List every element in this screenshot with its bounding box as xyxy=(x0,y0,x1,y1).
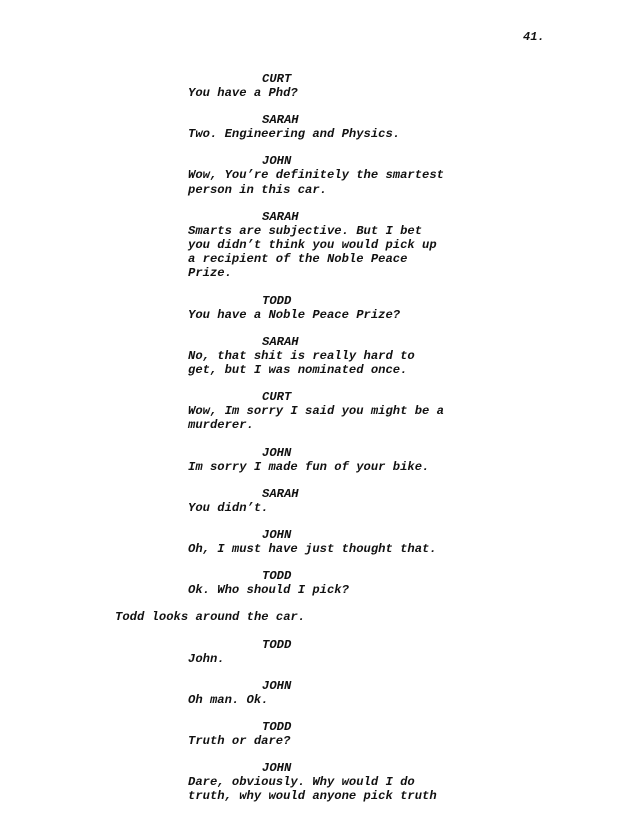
dialogue-line: Im sorry I made fun of your bike. xyxy=(188,459,430,474)
character-name: CURT xyxy=(262,390,292,405)
dialogue-line: No, that shit is really hard to xyxy=(188,348,415,363)
dialogue-line: person in this car. xyxy=(188,182,327,197)
screenplay-body xyxy=(0,72,638,817)
page-number: 41. xyxy=(523,30,545,44)
dialogue-line: you didn’t think you would pick up xyxy=(188,238,437,253)
dialogue-line: Oh man. Ok. xyxy=(188,692,269,707)
action-line: Todd looks around the car. xyxy=(115,610,306,625)
dialogue-block xyxy=(0,113,638,141)
character-name: SARAH xyxy=(262,209,299,224)
dialogue-line: Truth or dare? xyxy=(188,734,291,749)
dialogue-block xyxy=(0,679,638,707)
character-name: CURT xyxy=(262,72,292,86)
character-name: TODD xyxy=(262,569,292,584)
dialogue-line: You have a Phd? xyxy=(188,86,298,100)
dialogue-block xyxy=(0,446,638,474)
dialogue-block xyxy=(0,294,638,322)
dialogue-line: murderer. xyxy=(188,418,254,433)
dialogue-line: John. xyxy=(188,651,225,666)
character-name: JOHN xyxy=(262,445,292,460)
character-name: SARAH xyxy=(262,334,299,349)
dialogue-line: Smarts are subjective. But I bet xyxy=(188,223,423,238)
dialogue-line: You didn’t. xyxy=(188,500,269,515)
dialogue-block xyxy=(0,390,638,432)
dialogue-line: Prize. xyxy=(188,266,232,281)
dialogue-block xyxy=(0,72,638,100)
character-name: JOHN xyxy=(262,761,292,776)
dialogue-line: Two. Engineering and Physics. xyxy=(188,127,401,142)
dialogue-block xyxy=(0,335,638,377)
dialogue-block xyxy=(0,761,638,803)
character-name: SARAH xyxy=(262,486,299,501)
character-name: JOHN xyxy=(262,528,292,543)
character-name: JOHN xyxy=(262,678,292,693)
dialogue-block xyxy=(0,528,638,556)
dialogue-line: Oh, I must have just thought that. xyxy=(188,542,437,557)
dialogue-line: Wow, You’re definitely the smartest xyxy=(188,168,444,183)
dialogue-line: You have a Noble Peace Prize? xyxy=(188,307,401,322)
character-name: JOHN xyxy=(262,154,292,169)
dialogue-line: truth, why would anyone pick truth xyxy=(188,789,437,804)
dialogue-line: Dare, obviously. Why would I do xyxy=(188,775,415,790)
dialogue-block xyxy=(0,569,638,597)
dialogue-block xyxy=(0,154,638,196)
character-name: TODD xyxy=(262,293,292,308)
dialogue-line: Ok. Who should I pick? xyxy=(188,583,349,598)
dialogue-block xyxy=(0,720,638,748)
dialogue-line: get, but I was nominated once. xyxy=(188,363,408,378)
character-name: SARAH xyxy=(262,113,299,128)
dialogue-block xyxy=(0,487,638,515)
dialogue-line: Wow, Im sorry I said you might be a xyxy=(188,404,444,419)
dialogue-line: a recipient of the Noble Peace xyxy=(188,252,408,267)
dialogue-block xyxy=(0,638,638,666)
dialogue-block xyxy=(0,210,638,281)
character-name: TODD xyxy=(262,637,292,652)
character-name: TODD xyxy=(262,720,292,735)
